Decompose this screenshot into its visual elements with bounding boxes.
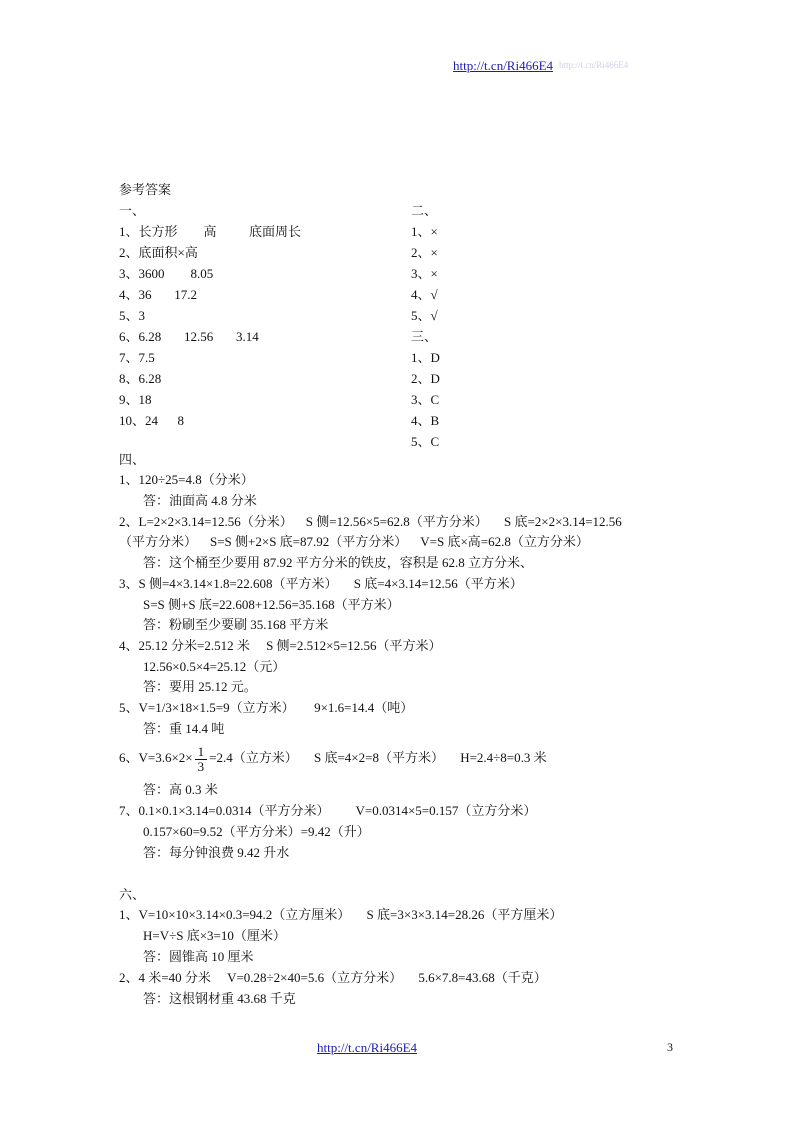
section4-line: 4、25.12 分米=2.512 米 S 侧=2.512×5=12.56（平方米）: [119, 638, 442, 653]
section4-label: 四、: [119, 452, 146, 467]
section6-line: 2、4 米=40 分米 V=0.28÷2×40=5.6（立方分米） 5.6×7.8=43.68（千克）: [119, 970, 547, 985]
section4-line: 0.157×60=9.52（平方分米）=9.42（升）: [143, 824, 370, 839]
section4-line: 答：粉刷至少要刷 35.168 平方米: [143, 617, 329, 632]
section6-label: 六、: [119, 887, 146, 902]
section3-item: 5、C: [411, 434, 440, 449]
section6-line: 答：圆锥高 10 厘米: [143, 949, 254, 964]
section1-item: 8、6.28: [119, 371, 162, 386]
q6-suffix: =2.4（立方米） S 底=4×2=8（平方米） H=2.4÷8=0.3 米: [209, 750, 547, 765]
section4-q6-line: [119, 740, 547, 776]
section1-item: 7、7.5: [119, 350, 155, 365]
section1-item: 1、长方形 高 底面周长: [119, 224, 302, 239]
section4-line: 答：重 14.4 吨: [143, 721, 225, 736]
section3-item: 2、D: [411, 371, 440, 386]
header-watermark: http://t.cn/Ri466E4: [559, 60, 629, 70]
section6-line: 答：这根钢材重 43.68 千克: [143, 991, 296, 1006]
section6-line: 1、V=10×10×3.14×0.3=94.2（立方厘米） S 底=3×3×3.14=28.26（平方厘米）: [119, 907, 563, 922]
q6-prefix: 6、V=3.6×2×: [119, 750, 193, 765]
q6-denominator: 3: [197, 758, 205, 774]
q6-fraction: [195, 745, 208, 774]
section3-item: 1、D: [411, 350, 440, 365]
section1-item: 3、3600 8.05: [119, 266, 214, 281]
section3-item: 4、B: [411, 413, 440, 428]
section1-item: 4、36 17.2: [119, 287, 198, 302]
section4-line: 2、L=2×2×3.14=12.56（分米） S 侧=12.56×5=62.8（平方分米） S 底=2×2×3.14=12.56: [119, 514, 622, 529]
section4-line: 1、120÷25=4.8（分米）: [119, 472, 254, 487]
q6-numerator: 1: [195, 745, 208, 760]
section4-line: 5、V=1/3×18×1.5=9（立方米） 9×1.6=14.4（吨）: [119, 700, 414, 715]
section2-item: 2、×: [411, 245, 438, 260]
section4-line: 答：高 0.3 米: [143, 782, 218, 797]
footer-link[interactable]: http://t.cn/Ri466E4: [317, 1040, 418, 1055]
section1-item: 2、底面积×高: [119, 245, 198, 260]
section2-label: 二、: [411, 203, 438, 218]
section2-item: 1、×: [411, 224, 438, 239]
section1-item: 6、6.28 12.56 3.14: [119, 329, 259, 344]
section1-item: 9、18: [119, 392, 152, 407]
section4-line: 答：每分钟浪费 9.42 升水: [143, 845, 290, 860]
section3-label: 三、: [411, 329, 438, 344]
section1-label: 一、: [119, 203, 146, 218]
section4-line: 3、S 侧=4×3.14×1.8=22.608（平方米） S 底=4×3.14=12.56（平方米）: [119, 576, 523, 591]
section4-line: S=S 侧+S 底=22.608+12.56=35.168（平方米）: [143, 597, 400, 612]
section2-item: 4、√: [411, 287, 438, 302]
section3-item: 3、C: [411, 392, 440, 407]
section2-item: 3、×: [411, 266, 438, 281]
section6-line: H=V÷S 底×3=10（厘米）: [143, 928, 286, 943]
header-link[interactable]: http://t.cn/Ri466E4: [453, 58, 554, 73]
section4-line: 答：这个桶至少要用 87.92 平方分米的铁皮，容积是 62.8 立方分米、: [143, 555, 534, 570]
section4-line: （平方分米） S=S 侧+2×S 底=87.92（平方分米） V=S 底×高=62.8（立方分米）: [119, 534, 589, 549]
section4-line: 7、0.1×0.1×3.14=0.0314（平方分米） V=0.0314×5=0.157（立方分米）: [119, 803, 537, 818]
section1-item: 10、24 8: [119, 413, 185, 428]
answer-title: 参考答案: [119, 182, 172, 197]
page-number: 3: [667, 1040, 673, 1054]
section4-line: 答：要用 25.12 元。: [143, 679, 257, 694]
section4-line: 答：油面高 4.8 分米: [143, 493, 257, 508]
section4-line: 12.56×0.5×4=25.12（元）: [143, 659, 286, 674]
section1-item: 5、3: [119, 308, 146, 323]
section2-item: 5、√: [411, 308, 438, 323]
